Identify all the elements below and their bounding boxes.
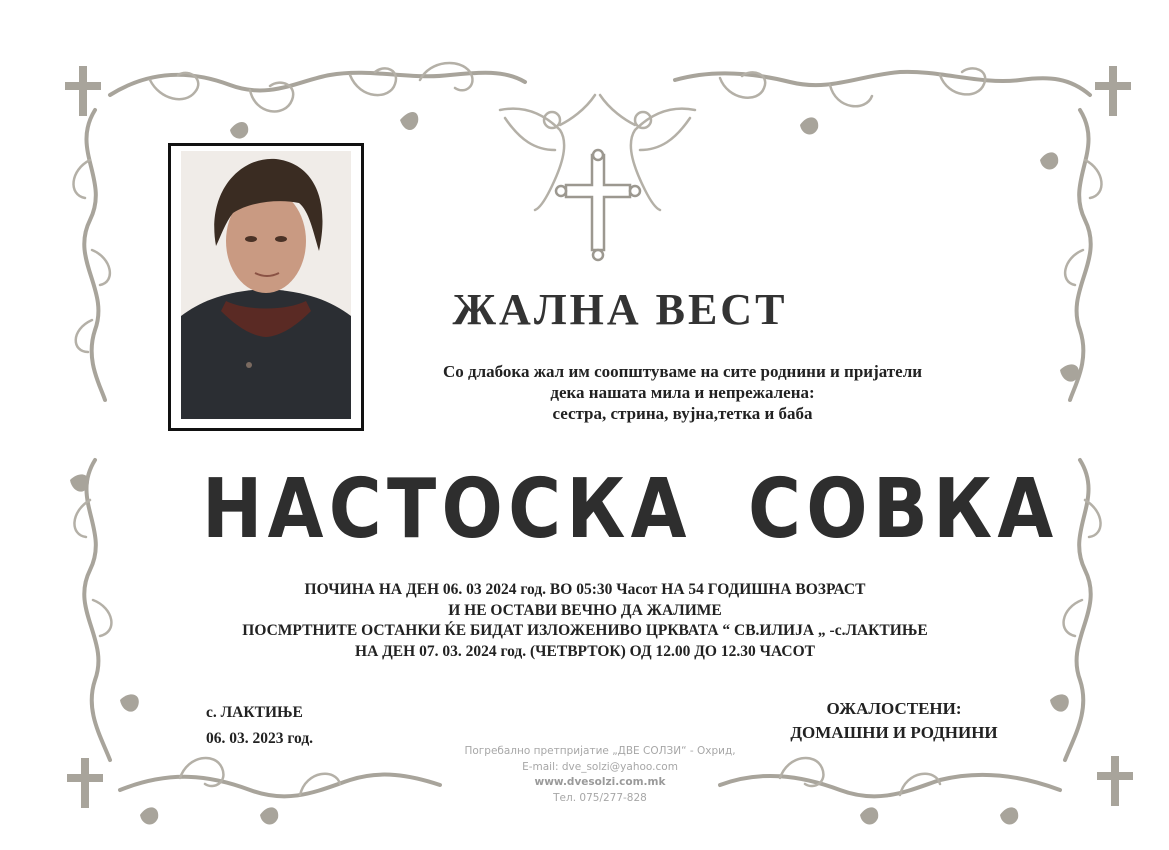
angels-cross-emblem — [500, 95, 695, 260]
details-line: НА ДЕН 07. 03. 2024 год. (ЧЕТВРТОК) ОД 12.00 ДО 12.30 ЧАСОТ — [355, 642, 815, 660]
bottom-right-cross-ornament — [1097, 756, 1133, 806]
mourners-block — [770, 697, 1018, 745]
funeral-home-phone: Тел. 075/277-828 — [553, 791, 647, 804]
bottom-left-scroll-ornament — [120, 758, 440, 825]
place: с. ЛАКТИЊЕ — [206, 704, 303, 721]
portrait-illustration — [181, 151, 351, 419]
funeral-home-info — [440, 744, 760, 806]
funeral-home-name: Погребално претпријатие „ДВЕ СОЛЗИ“ - Охрид, — [464, 745, 736, 757]
deceased-surname: НАСТОСКА — [202, 462, 692, 557]
intro-line: Со длабока жал им соопштуваме на сите роднини и пријатели — [442, 362, 923, 381]
portrait-photo — [181, 151, 351, 419]
top-right-cross-ornament — [1095, 66, 1131, 116]
funeral-home-email: E-mail: dve_solzi@yahoo.com — [522, 760, 678, 773]
notice-headline: ЖАЛНА ВЕСТ — [452, 285, 788, 334]
bottom-right-scroll-ornament — [720, 758, 1060, 825]
right-vine-ornament — [1050, 110, 1101, 760]
portrait-frame — [168, 143, 364, 431]
mourners-names: ДОМАШНИ И РОДНИНИ — [790, 723, 998, 742]
intro-text — [370, 361, 995, 424]
mourners-title: ОЖАЛОСТЕНИ: — [826, 699, 962, 718]
intro-line: сестра, стрина, вујна,тетка и баба — [552, 404, 813, 423]
top-right-scroll-ornament — [675, 68, 1090, 169]
deceased-first-name: СОВКА — [748, 462, 1059, 557]
funeral-details — [170, 580, 1000, 662]
details-line: И НЕ ОСТАВИ ВЕЧНО ДА ЖАЛИМЕ — [448, 601, 722, 619]
intro-line: дека нашата мила и непрежалена: — [550, 383, 815, 402]
top-left-scroll-ornament — [110, 63, 525, 139]
bottom-left-cross-ornament — [67, 758, 103, 808]
left-vine-ornament — [70, 110, 139, 760]
details-line: ПОЧИНА НА ДЕН 06. 03 2024 год. ВО 05:30 Часот НА 54 ГОДИШНА ВОЗРАСТ — [304, 581, 866, 598]
date: 06. 03. 2023 год. — [206, 730, 314, 747]
funeral-home-website: www.dvesolzi.com.mk — [534, 776, 666, 788]
details-line: ПОСМРТНИТЕ ОСТАНКИ ЌЕ БИДАТ ИЗЛОЖЕНИВО ЦРКВАТА “ СВ.ИЛИЈА „ -с.ЛАКТИЊЕ — [242, 622, 928, 639]
place-and-date — [206, 700, 313, 752]
deceased-name — [196, 462, 1059, 558]
